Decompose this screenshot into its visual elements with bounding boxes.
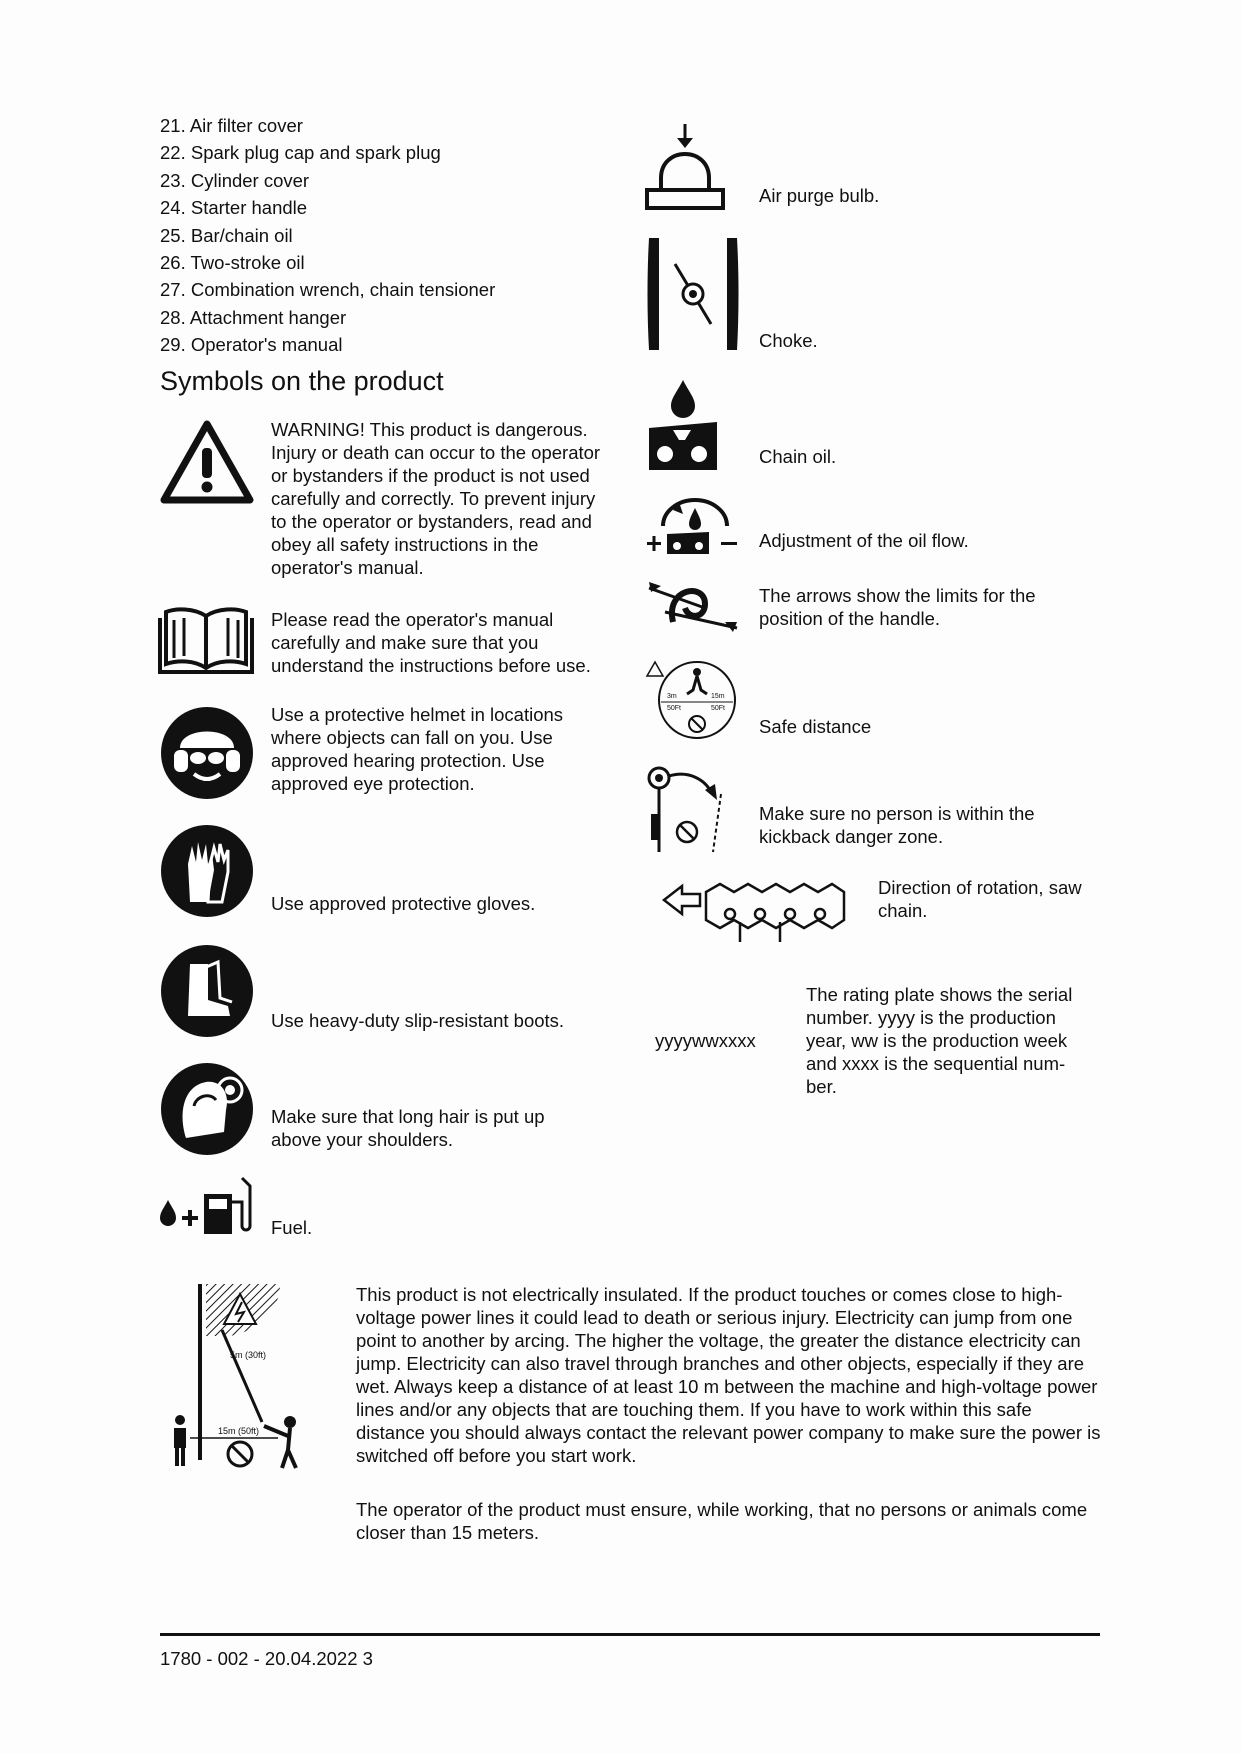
warning-text: WARNING! This product is dangerous. Injury or death can occur to the operator or bystanders if the product is not used carefully and correctly. To prevent injury to the operator or bystanders, read and obey all safety instructions in the operator's manual. — [271, 419, 601, 578]
serial-text: The rating plate shows the serial number. yyyy is the production year, ww is the production week and xxxx is the sequential num-ber. — [806, 984, 1073, 1097]
page-footer: 1780 - 002 - 20.04.2022 3 — [160, 1648, 373, 1669]
kickback-icon — [645, 764, 731, 854]
footer-divider — [160, 1633, 1100, 1636]
safe-left-label-ft: 50Ft — [667, 705, 682, 712]
list-item: 21. Air filter cover — [160, 115, 303, 136]
safe-right-label-ft: 50Ft — [711, 705, 726, 712]
oil-flow-icon — [645, 496, 741, 556]
safe-right-label: 15m — [711, 693, 725, 700]
handle-limits-icon — [645, 578, 741, 634]
list-item: 24. Starter handle — [160, 197, 308, 219]
safe-distance-icon — [645, 660, 737, 742]
rotation-text: Direction of rotation, saw chain. — [878, 877, 1082, 921]
gloves-text: Use approved protective gloves. — [271, 893, 536, 914]
animals-distance-text: The operator of the product must ensure, while working, that no persons or animals come closer than 15 meters. — [356, 1499, 1088, 1543]
hair-text: Make sure that long hair is put up above your shoulders. — [271, 1106, 545, 1150]
power-bottom-label: 15m (50ft) — [218, 1426, 260, 1436]
fuel-icon — [158, 1176, 254, 1234]
chain-rotation-icon — [660, 876, 850, 948]
section-title: Symbols on the product — [160, 366, 444, 396]
kickback-text: Make sure no person is within the kickback danger zone. — [759, 803, 1035, 847]
chain-oil-icon — [645, 378, 721, 474]
choke-icon — [645, 234, 741, 354]
list-item: 26. Two-stroke oil — [160, 252, 305, 274]
list-item: 27. Combination wrench, chain tensioner — [160, 279, 496, 301]
helmet-icon — [160, 706, 254, 800]
list-item: 29. Operator's manual — [160, 334, 343, 356]
boots-icon — [160, 944, 254, 1038]
list-item: 23. Cylinder cover — [160, 169, 310, 191]
boots-text: Use heavy-duty slip-resistant boots. — [271, 1010, 565, 1031]
handle-limits-text: The arrows show the limits for the position of the handle. — [759, 585, 1036, 629]
helmet-text: Use a protective helmet in locations where objects can fall on you. Use approved hearing protection. Use approved eye protection. — [271, 704, 564, 794]
oil-flow-text: Adjustment of the oil flow. — [759, 530, 969, 551]
choke-text: Choke. — [759, 330, 818, 351]
purge-text: Air purge bulb. — [759, 185, 880, 206]
book-icon — [158, 606, 254, 674]
fuel-text: Fuel. — [271, 1217, 313, 1238]
warning-triangle-icon — [160, 420, 254, 504]
electric-warning-text: This product is not electrically insulated. If the product touches or comes close to high-voltage power lines it could lead to death or serious injury. Electricity can jump from one point to another by arcing. The higher the voltage, the greater the distance electricity can jump. Electricity can also travel through branches and other objects, especially if they are wet. Always keep a distance of at least 10 m between the machine and high-voltage power lines and/or any objects that are touching them. If you have to work within this safe distance you should always contact the relevant power company to make sure the power is switched off before you start work. — [356, 1284, 1101, 1466]
long-hair-icon — [160, 1062, 254, 1156]
list-item: 28. Attachment hanger — [160, 306, 347, 328]
chain-oil-text: Chain oil. — [759, 446, 837, 467]
parts-list — [160, 112, 495, 359]
manual-text: Please read the operator's manual carefully and make sure that you understand the instructions before use. — [271, 609, 591, 676]
serial-code: yyyywwxxxx — [655, 1030, 756, 1051]
air-purge-bulb-icon — [645, 122, 725, 212]
power-top-label: 5m (30ft) — [230, 1350, 267, 1360]
gloves-icon — [160, 824, 254, 918]
list-item: 25. Bar/chain oil — [160, 224, 293, 246]
safe-distance-text: Safe distance — [759, 716, 872, 737]
list-item: 22. Spark plug cap and spark plug — [160, 142, 441, 164]
safe-left-label: 3m — [667, 693, 677, 700]
power-line-icon — [160, 1280, 310, 1470]
